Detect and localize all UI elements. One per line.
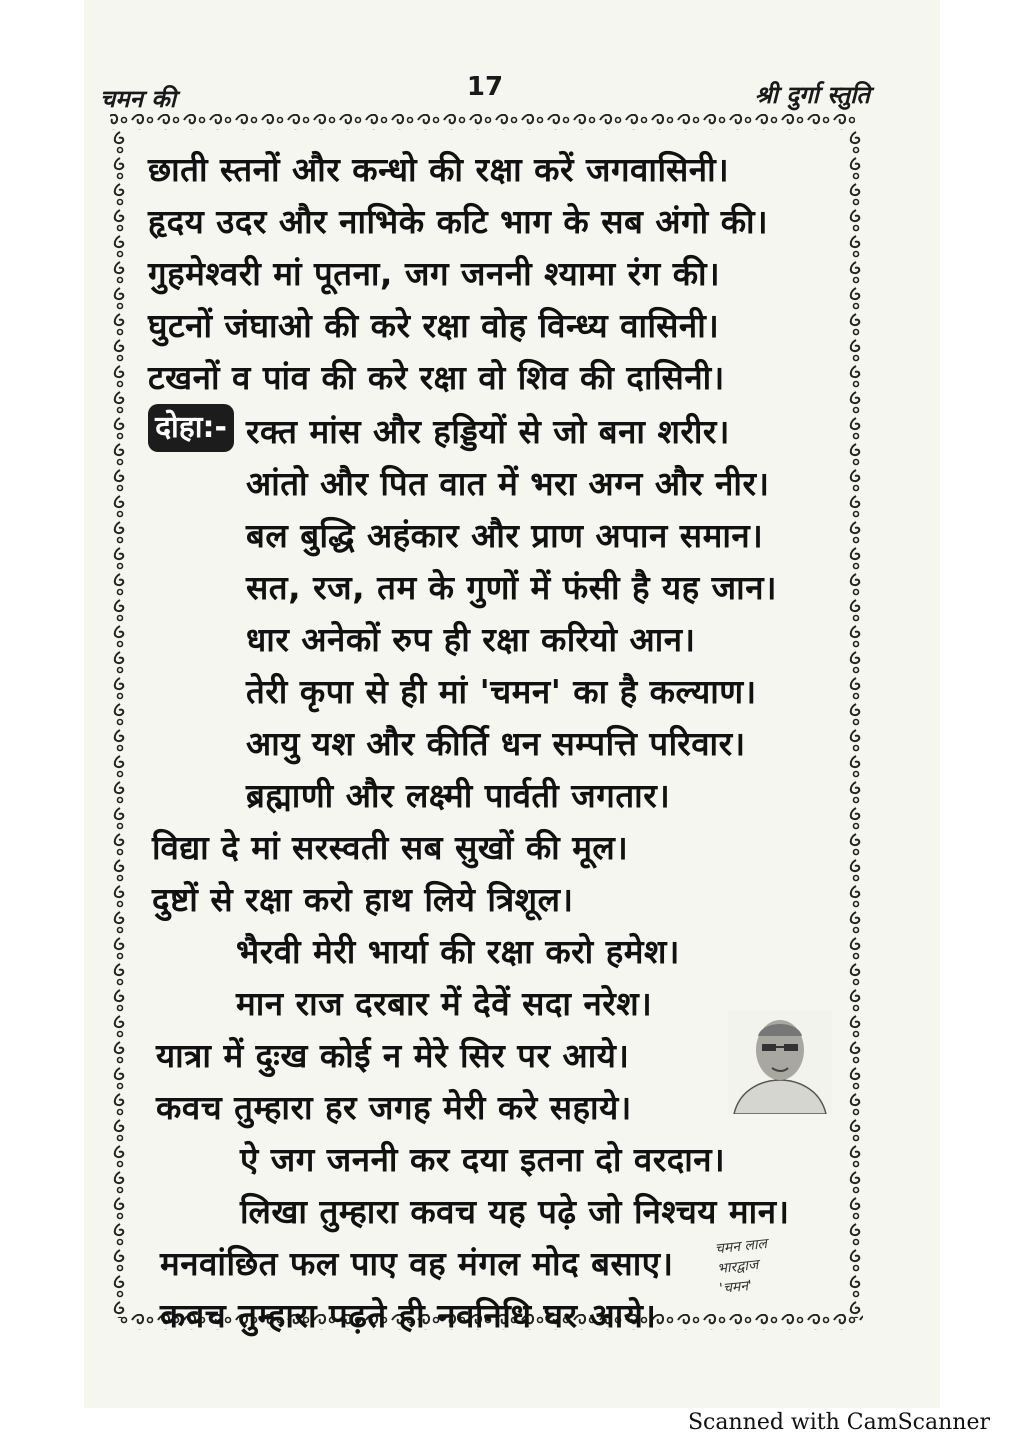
verse-line: मान राज दरबार में देवें सदा नरेश।: [236, 984, 653, 1023]
verse-line: लिखा तुम्हारा कवच यह पढ़े जो निश्चय मान।: [240, 1192, 790, 1231]
signature-line: 'चमन': [718, 1277, 753, 1298]
doha-label: दोहा:-: [148, 404, 234, 452]
scanner-watermark: Scanned with CamScanner: [687, 1410, 990, 1435]
verse-line: मनवांछित फल पाए वह मंगल मोद बसाए।: [160, 1244, 674, 1283]
verse-line: भैरवी मेरी भार्या की रक्षा करो हमेश।: [236, 932, 680, 971]
verse-line: बल बुद्धि अहंकार और प्राण अपान समान।: [246, 516, 764, 555]
verse-line: तेरी कृपा से ही मां 'चमन' का है कल्याण।: [246, 672, 757, 711]
header-left-title: चमन की: [100, 85, 176, 113]
verse-line: यात्रा में दुःख कोई न मेरे सिर पर आये।: [156, 1036, 630, 1075]
verse-line: सत, रज, तम के गुणों में फंसी है यह जान।: [246, 568, 778, 607]
header-right-title: श्री दुर्गा स्तुति: [754, 81, 870, 109]
verse-line: गुहमेश्वरी मां पूतना, जग जननी श्यामा रंग की।: [148, 254, 721, 293]
verse-line: कवच तुम्हारा पढ़ते ही नवनिधि घर आये।: [160, 1296, 657, 1335]
author-signature: [714, 1229, 822, 1319]
verse-line: ऐ जग जननी कर दया इतना दो वरदान।: [240, 1140, 726, 1179]
verse-line: टखनों व पांव की करे रक्षा वो शिव की दासिनी।: [148, 358, 725, 397]
verse-line: आयु यश और कीर्ति धन सम्पत्ति परिवार।: [246, 724, 746, 763]
author-photo: [728, 1010, 832, 1114]
border-left: [112, 128, 128, 1318]
border-right: [846, 128, 862, 1318]
verse-line: ब्रह्माणी और लक्ष्मी पार्वती जगतार।: [246, 776, 671, 815]
verse-body: [148, 146, 838, 1335]
verse-line: आंतो और पित वात में भरा अग्न और नीर।: [246, 464, 770, 503]
border-top: [110, 114, 855, 130]
page-header: [100, 72, 870, 112]
signature-line: चमन लाल: [714, 1235, 768, 1258]
verse-line: विद्या दे मां सरस्वती सब सुखों की मूल।: [152, 828, 629, 867]
verse-line: दुष्टों से रक्षा करो हाथ लिये त्रिशूल।: [152, 880, 574, 919]
verse-line: कवच तुम्हारा हर जगह मेरी करे सहाये।: [156, 1088, 632, 1127]
verse-line: छाती स्तनों और कन्धो की रक्षा करें जगवासिनी।: [148, 150, 730, 189]
signature-line: भारद्वाज: [716, 1257, 760, 1278]
verse-line: हृदय उदर और नाभिके कटि भाग के सब अंगो की।: [148, 202, 769, 241]
verse-line: घुटनों जंघाओ की करे रक्षा वोह विन्ध्य वासिनी।: [148, 306, 720, 345]
page-number: 17: [466, 72, 504, 102]
verse-line: धार अनेकों रुप ही रक्षा करियो आन।: [246, 620, 696, 659]
verse-line: रक्त मांस और हड्डियों से जो बना शरीर।: [246, 412, 730, 451]
